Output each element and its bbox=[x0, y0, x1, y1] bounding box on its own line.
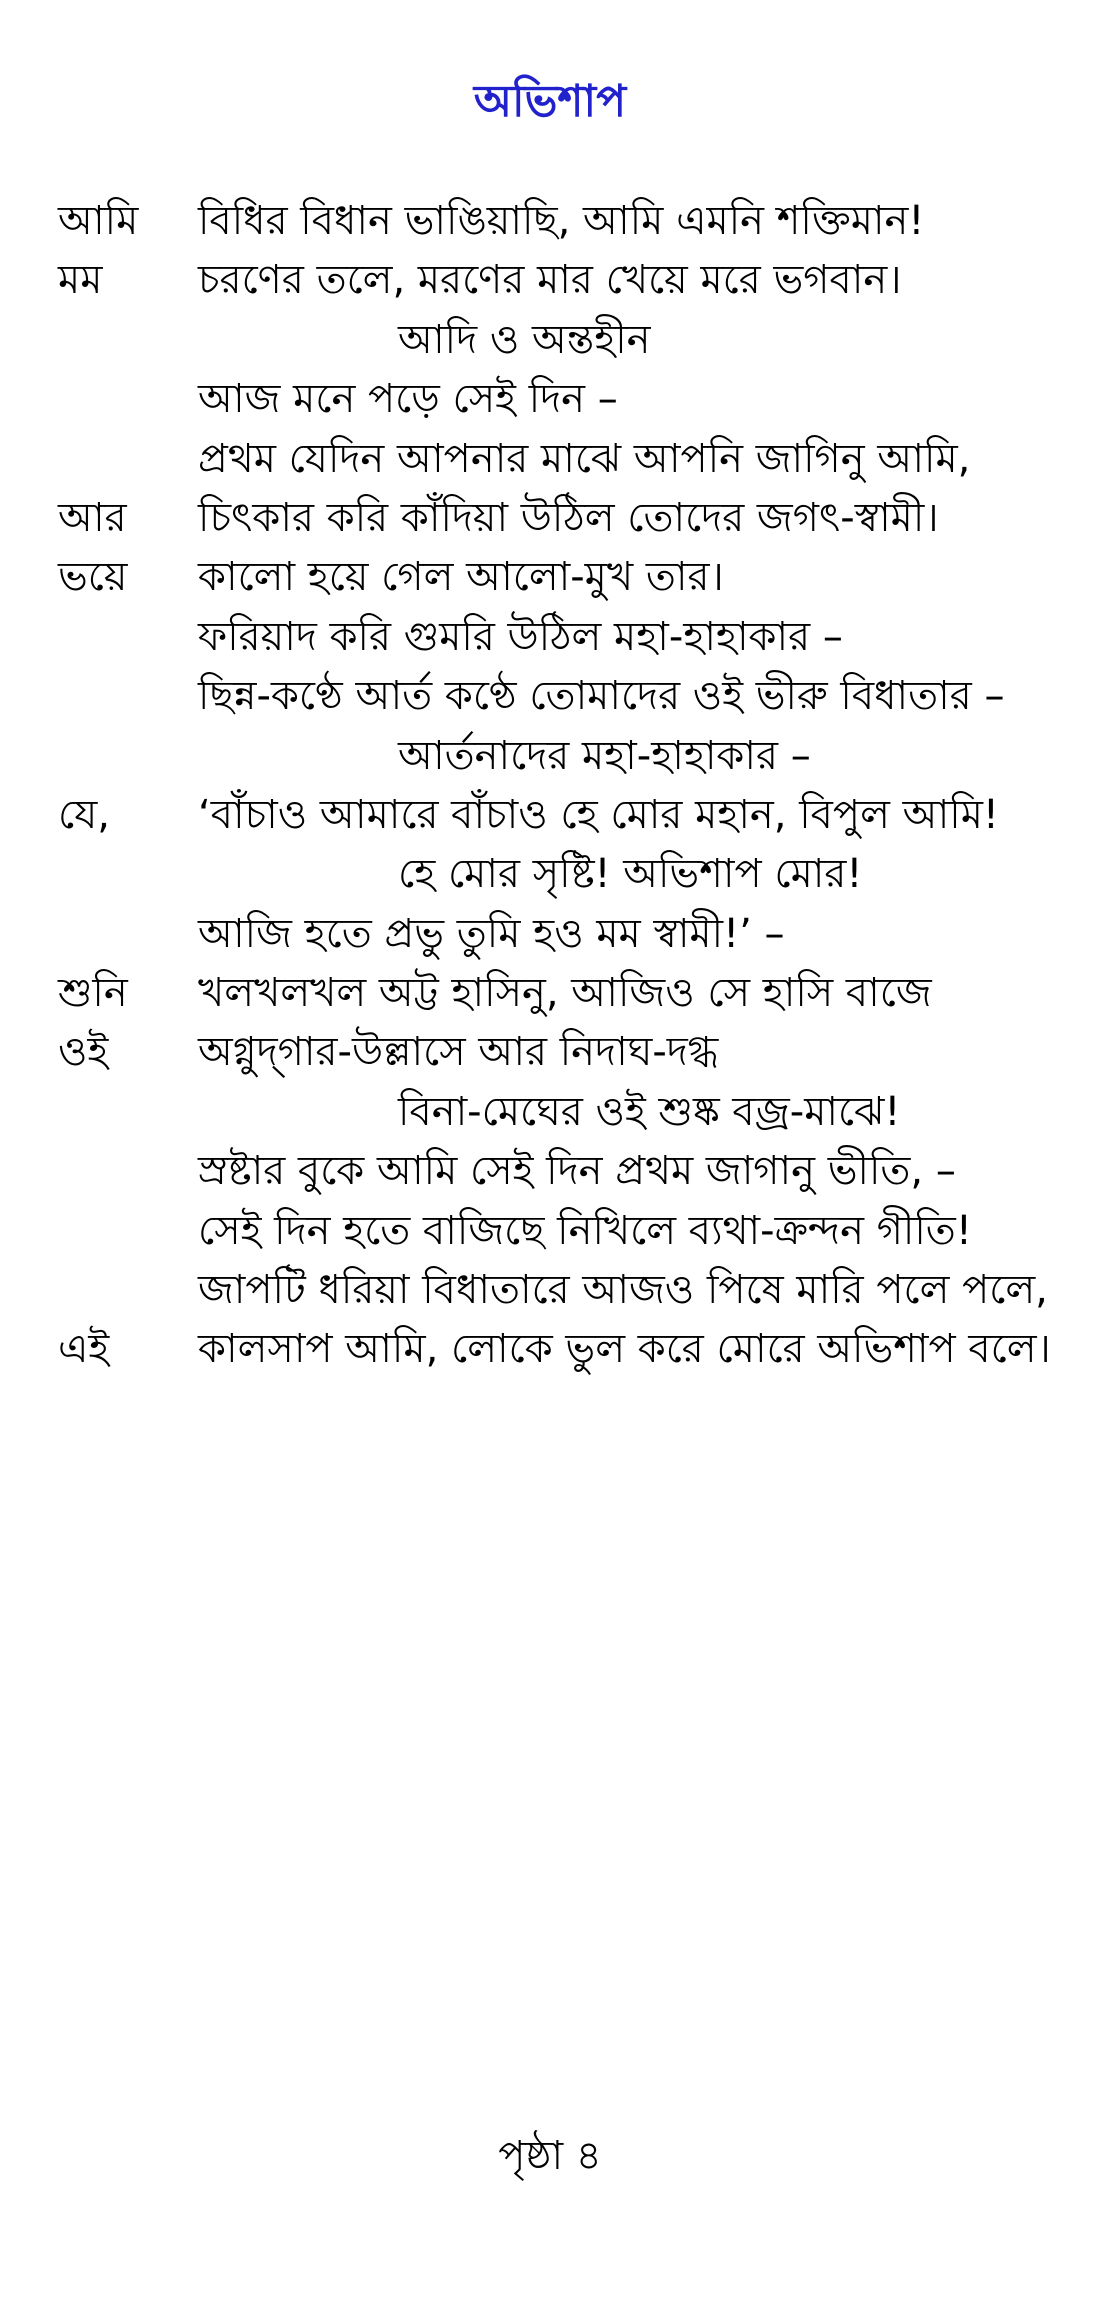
poem-line bbox=[58, 786, 1068, 845]
poem-line bbox=[58, 905, 1068, 964]
poem-line-text: ফরিয়াদ করি গুমরি উঠিল মহা-হাহাকার – bbox=[198, 613, 843, 660]
poem-line bbox=[58, 727, 1068, 786]
poem-line-prefix: ওই bbox=[58, 1029, 109, 1076]
poem-line bbox=[58, 548, 1068, 607]
poem-line bbox=[58, 1320, 1068, 1379]
poem-line-text: বিনা-মেঘের ওই শুষ্ক বজ্র-মাঝে! bbox=[398, 1088, 901, 1135]
poem-body bbox=[58, 192, 1068, 1380]
page-title: অভিশাপ bbox=[473, 76, 627, 127]
poem-line-text: স্রষ্টার বুকে আমি সেই দিন প্রথম জাগানু ভীতি, – bbox=[198, 1148, 956, 1195]
poem-line bbox=[58, 964, 1068, 1023]
poem-line-prefix: মম bbox=[58, 257, 103, 304]
poem-line-text: হে মোর সৃষ্টি! অভিশাপ মোর! bbox=[398, 851, 863, 898]
poem-line bbox=[58, 1142, 1068, 1201]
poem-line-text: সেই দিন হতে বাজিছে নিখিলে ব্যথা-ক্রন্দন গীতি! bbox=[198, 1207, 972, 1254]
poem-line bbox=[58, 489, 1068, 548]
poem-line-prefix: এই bbox=[58, 1326, 110, 1373]
poem-line-text: আজ মনে পড়ে সেই দিন – bbox=[198, 376, 618, 423]
poem-line-text: ছিন্ন-কণ্ঠে আর্ত কণ্ঠে তোমাদের ওই ভীরু বিধাতার – bbox=[198, 673, 1005, 720]
poem-line bbox=[58, 430, 1068, 489]
poem-line-text: প্রথম যেদিন আপনার মাঝে আপনি জাগিনু আমি, bbox=[198, 435, 971, 482]
poem-line-prefix: আর bbox=[58, 494, 127, 541]
poem-line-text: চরণের তলে, মরণের মার খেয়ে মরে ভগবান। bbox=[198, 257, 902, 304]
poem-line bbox=[58, 1261, 1068, 1320]
poem-line-prefix: আমি bbox=[58, 198, 139, 244]
poem-line-text: খলখলখল অট্ট হাসিনু, আজিও সে হাসি বাজে bbox=[198, 970, 932, 1017]
poem-line-text: চিৎকার করি কাঁদিয়া উঠিল তোদের জগৎ-স্বামী। bbox=[198, 494, 939, 541]
poem-line-text: ‘বাঁচাও আমারে বাঁচাও হে মোর মহান, বিপুল আমি! bbox=[198, 791, 999, 838]
poem-line bbox=[58, 608, 1068, 667]
page-number: পৃষ্ঠা ৪ bbox=[498, 2133, 602, 2179]
poem-line-prefix: যে, bbox=[58, 791, 110, 838]
poem-line bbox=[58, 667, 1068, 726]
poem-line-text: জাপটি ধরিয়া বিধাতারে আজও পিষে মারি পলে পলে, bbox=[198, 1267, 1048, 1314]
poem-line-text: আজি হতে প্রভু তুমি হও মম স্বামী!’ – bbox=[198, 910, 785, 957]
poem-line bbox=[58, 251, 1068, 310]
poem-line bbox=[58, 311, 1068, 370]
poem-line bbox=[58, 370, 1068, 429]
poem-line-text: আদি ও অন্তহীন bbox=[398, 316, 651, 363]
poem-line bbox=[58, 1083, 1068, 1142]
poem-line bbox=[58, 1023, 1068, 1082]
poem-line bbox=[58, 1202, 1068, 1261]
poem-line-text: অগ্নুদ্‌গার-উল্লাসে আর নিদাঘ-দগ্ধ bbox=[198, 1029, 719, 1076]
poem-line-prefix: শুনি bbox=[58, 970, 128, 1017]
poem-line-prefix: ভয়ে bbox=[58, 554, 128, 601]
poem-line-text: কালসাপ আমি, লোকে ভুল করে মোরে অভিশাপ বলে। bbox=[198, 1326, 1051, 1373]
poem-line bbox=[58, 845, 1068, 904]
poem-line bbox=[58, 192, 1068, 251]
poem-line-text: আর্তনাদের মহা-হাহাকার – bbox=[398, 732, 811, 779]
poem-line-text: কালো হয়ে গেল আলো-মুখ তার। bbox=[198, 554, 724, 601]
poem-line-text: বিধির বিধান ভাঙিয়াছি, আমি এমনি শক্তিমান! bbox=[198, 198, 925, 244]
